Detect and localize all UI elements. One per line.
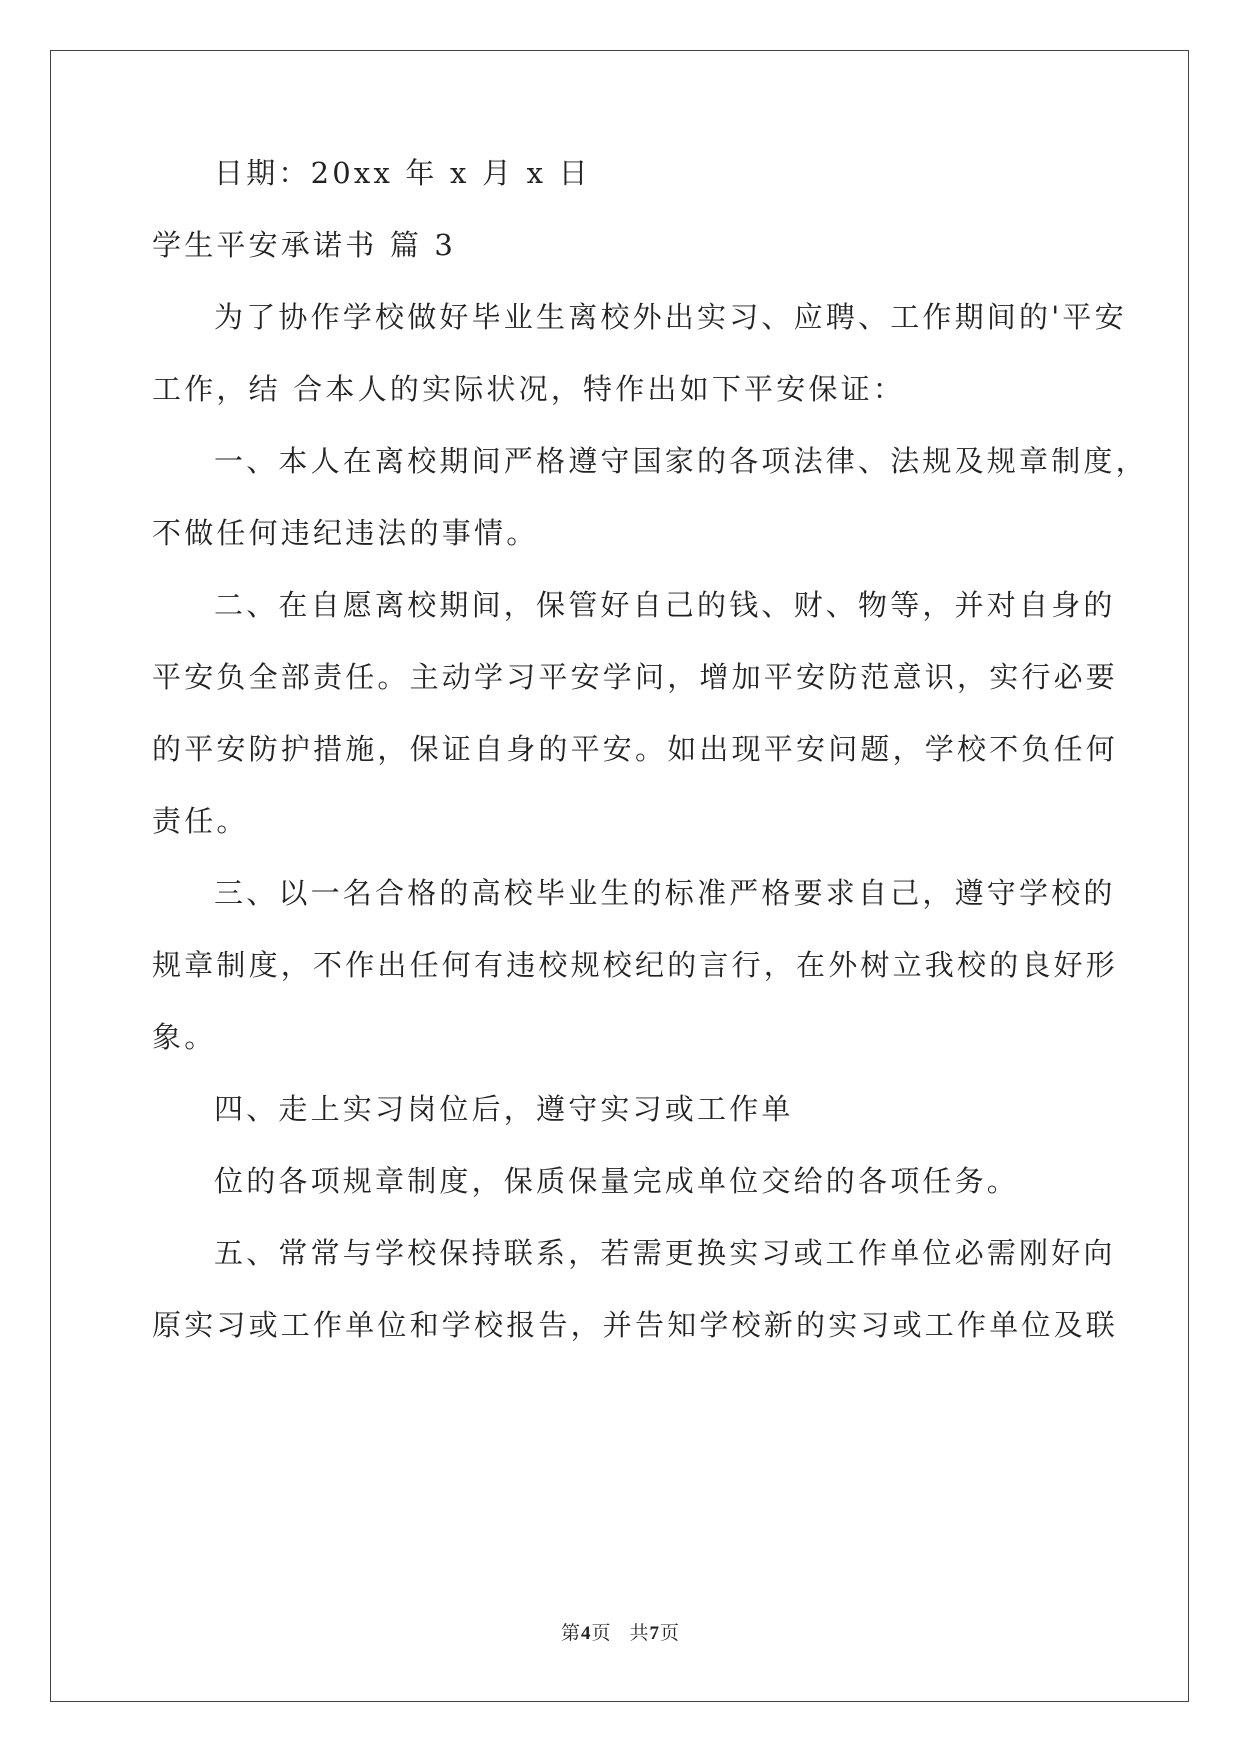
body-line-1: 为了协作学校做好毕业生离校外出实习、应聘、工作期间的'平安 — [214, 300, 1127, 334]
body-line-10: 规章制度，不作出任何有违校规校纪的言行，在外树立我校的良好形 — [152, 948, 1119, 982]
body-line-5: 二、在自愿离校期间，保管好自己的钱、财、物等，并对自身的 — [214, 588, 1116, 622]
section-title: 学生平安承诺书 篇 3 — [152, 228, 457, 262]
body-line-2: 工作，结 合本人的实际状况，特作出如下平安保证： — [152, 372, 906, 406]
page-prefix: 第 — [560, 1623, 581, 1644]
page-suffix: 页 — [591, 1623, 612, 1644]
body-line-7: 的平安防护措施，保证自身的平安。如出现平安问题，学校不负任何 — [152, 732, 1119, 766]
page-number: 4 — [580, 1623, 592, 1644]
body-line-6: 平安负全部责任。主动学习平安学问，增加平安防范意识，实行必要 — [152, 660, 1119, 694]
total-suffix: 页 — [660, 1623, 681, 1644]
total-pages: 7 — [649, 1623, 661, 1644]
body-line-12: 四、走上实习岗位后，遵守实习或工作单 — [214, 1092, 794, 1126]
body-line-3: 一、本人在离校期间严格遵守国家的各项法律、法规及规章制度， — [214, 444, 1148, 478]
body-line-11: 象。 — [152, 1020, 217, 1054]
total-prefix: 共 — [629, 1623, 650, 1644]
body-line-4: 不做任何违纪违法的事情。 — [152, 516, 539, 550]
page-footer — [0, 1622, 1241, 1646]
date-line: 日期：20xx 年 x 月 x 日 — [214, 156, 591, 190]
body-line-14: 五、常常与学校保持联系，若需更换实习或工作单位必需刚好向 — [214, 1236, 1116, 1270]
body-line-8: 责任。 — [152, 804, 249, 838]
body-line-9: 三、以一名合格的高校毕业生的标准严格要求自己，遵守学校的 — [214, 876, 1116, 910]
body-line-13: 位的各项规章制度，保质保量完成单位交给的各项任务。 — [214, 1164, 1020, 1198]
body-line-15: 原实习或工作单位和学校报告，并告知学校新的实习或工作单位及联 — [152, 1308, 1119, 1342]
